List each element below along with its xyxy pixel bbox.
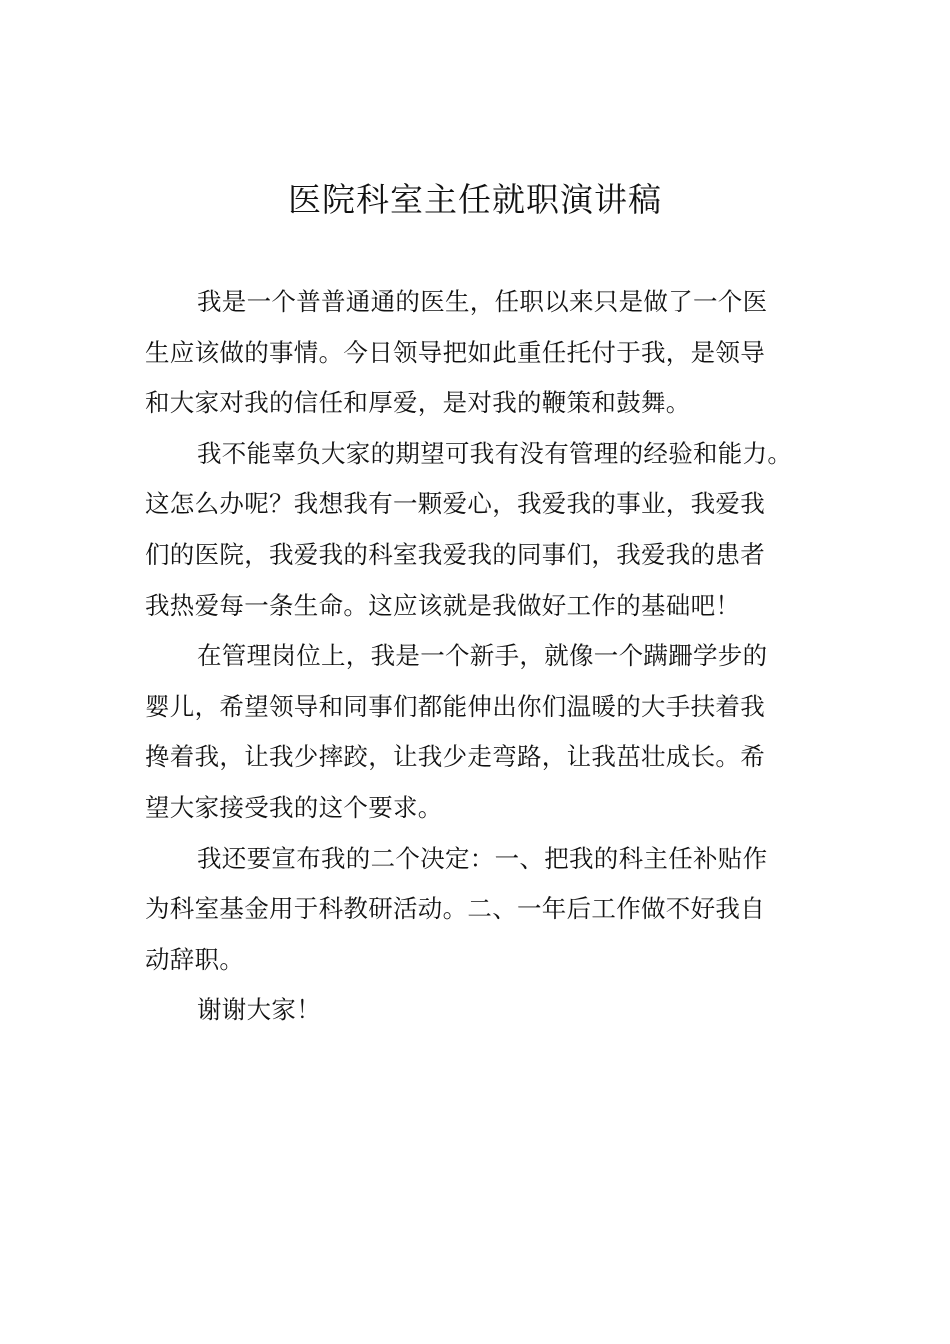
paragraph-line: 为科室基金用于科教研活动。二、一年后工作做不好我自 bbox=[145, 894, 765, 924]
paragraph-line: 生应该做的事情。今日领导把如此重任托付于我，是领导 bbox=[145, 337, 765, 367]
document-title: 医院科室主任就职演讲稿 bbox=[288, 180, 662, 219]
paragraph-5 bbox=[145, 985, 813, 1036]
paragraph-2 bbox=[145, 429, 813, 631]
paragraph-line: 我还要宣布我的二个决定：一、把我的科主任补贴作 bbox=[197, 843, 768, 873]
paragraph-line: 我热爱每一条生命。这应该就是我做好工作的基础吧！ bbox=[145, 590, 741, 620]
paragraph-line: 搀着我，让我少摔跤，让我少走弯路，让我茁壮成长。希 bbox=[145, 742, 765, 772]
paragraph-line: 婴儿，希望领导和同事们都能伸出你们温暖的大手扶着我 bbox=[145, 691, 765, 721]
paragraph-line: 这怎么办呢？我想我有一颗爱心，我爱我的事业，我爱我 bbox=[145, 489, 765, 519]
paragraph-line: 在管理岗位上，我是一个新手，就像一个蹒跚学步的 bbox=[197, 641, 768, 671]
paragraph-line: 动辞职。 bbox=[145, 944, 245, 974]
paragraph-1 bbox=[145, 277, 813, 429]
document-body bbox=[145, 277, 813, 1036]
paragraph-4 bbox=[145, 834, 813, 986]
paragraph-line: 我是一个普普通通的医生，任职以来只是做了一个医 bbox=[197, 287, 768, 316]
paragraph-3 bbox=[145, 631, 813, 833]
paragraph-line: 和大家对我的信任和厚爱，是对我的鞭策和鼓舞。 bbox=[145, 388, 691, 418]
paragraph-line: 我不能辜负大家的期望可我有没有管理的经验和能力。 bbox=[197, 438, 793, 468]
paragraph-line: 们的医院，我爱我的科室我爱我的同事们，我爱我的患者 bbox=[145, 539, 765, 569]
paragraph-line: 谢谢大家！ bbox=[197, 995, 321, 1025]
paragraph-line: 望大家接受我的这个要求。 bbox=[145, 792, 443, 822]
